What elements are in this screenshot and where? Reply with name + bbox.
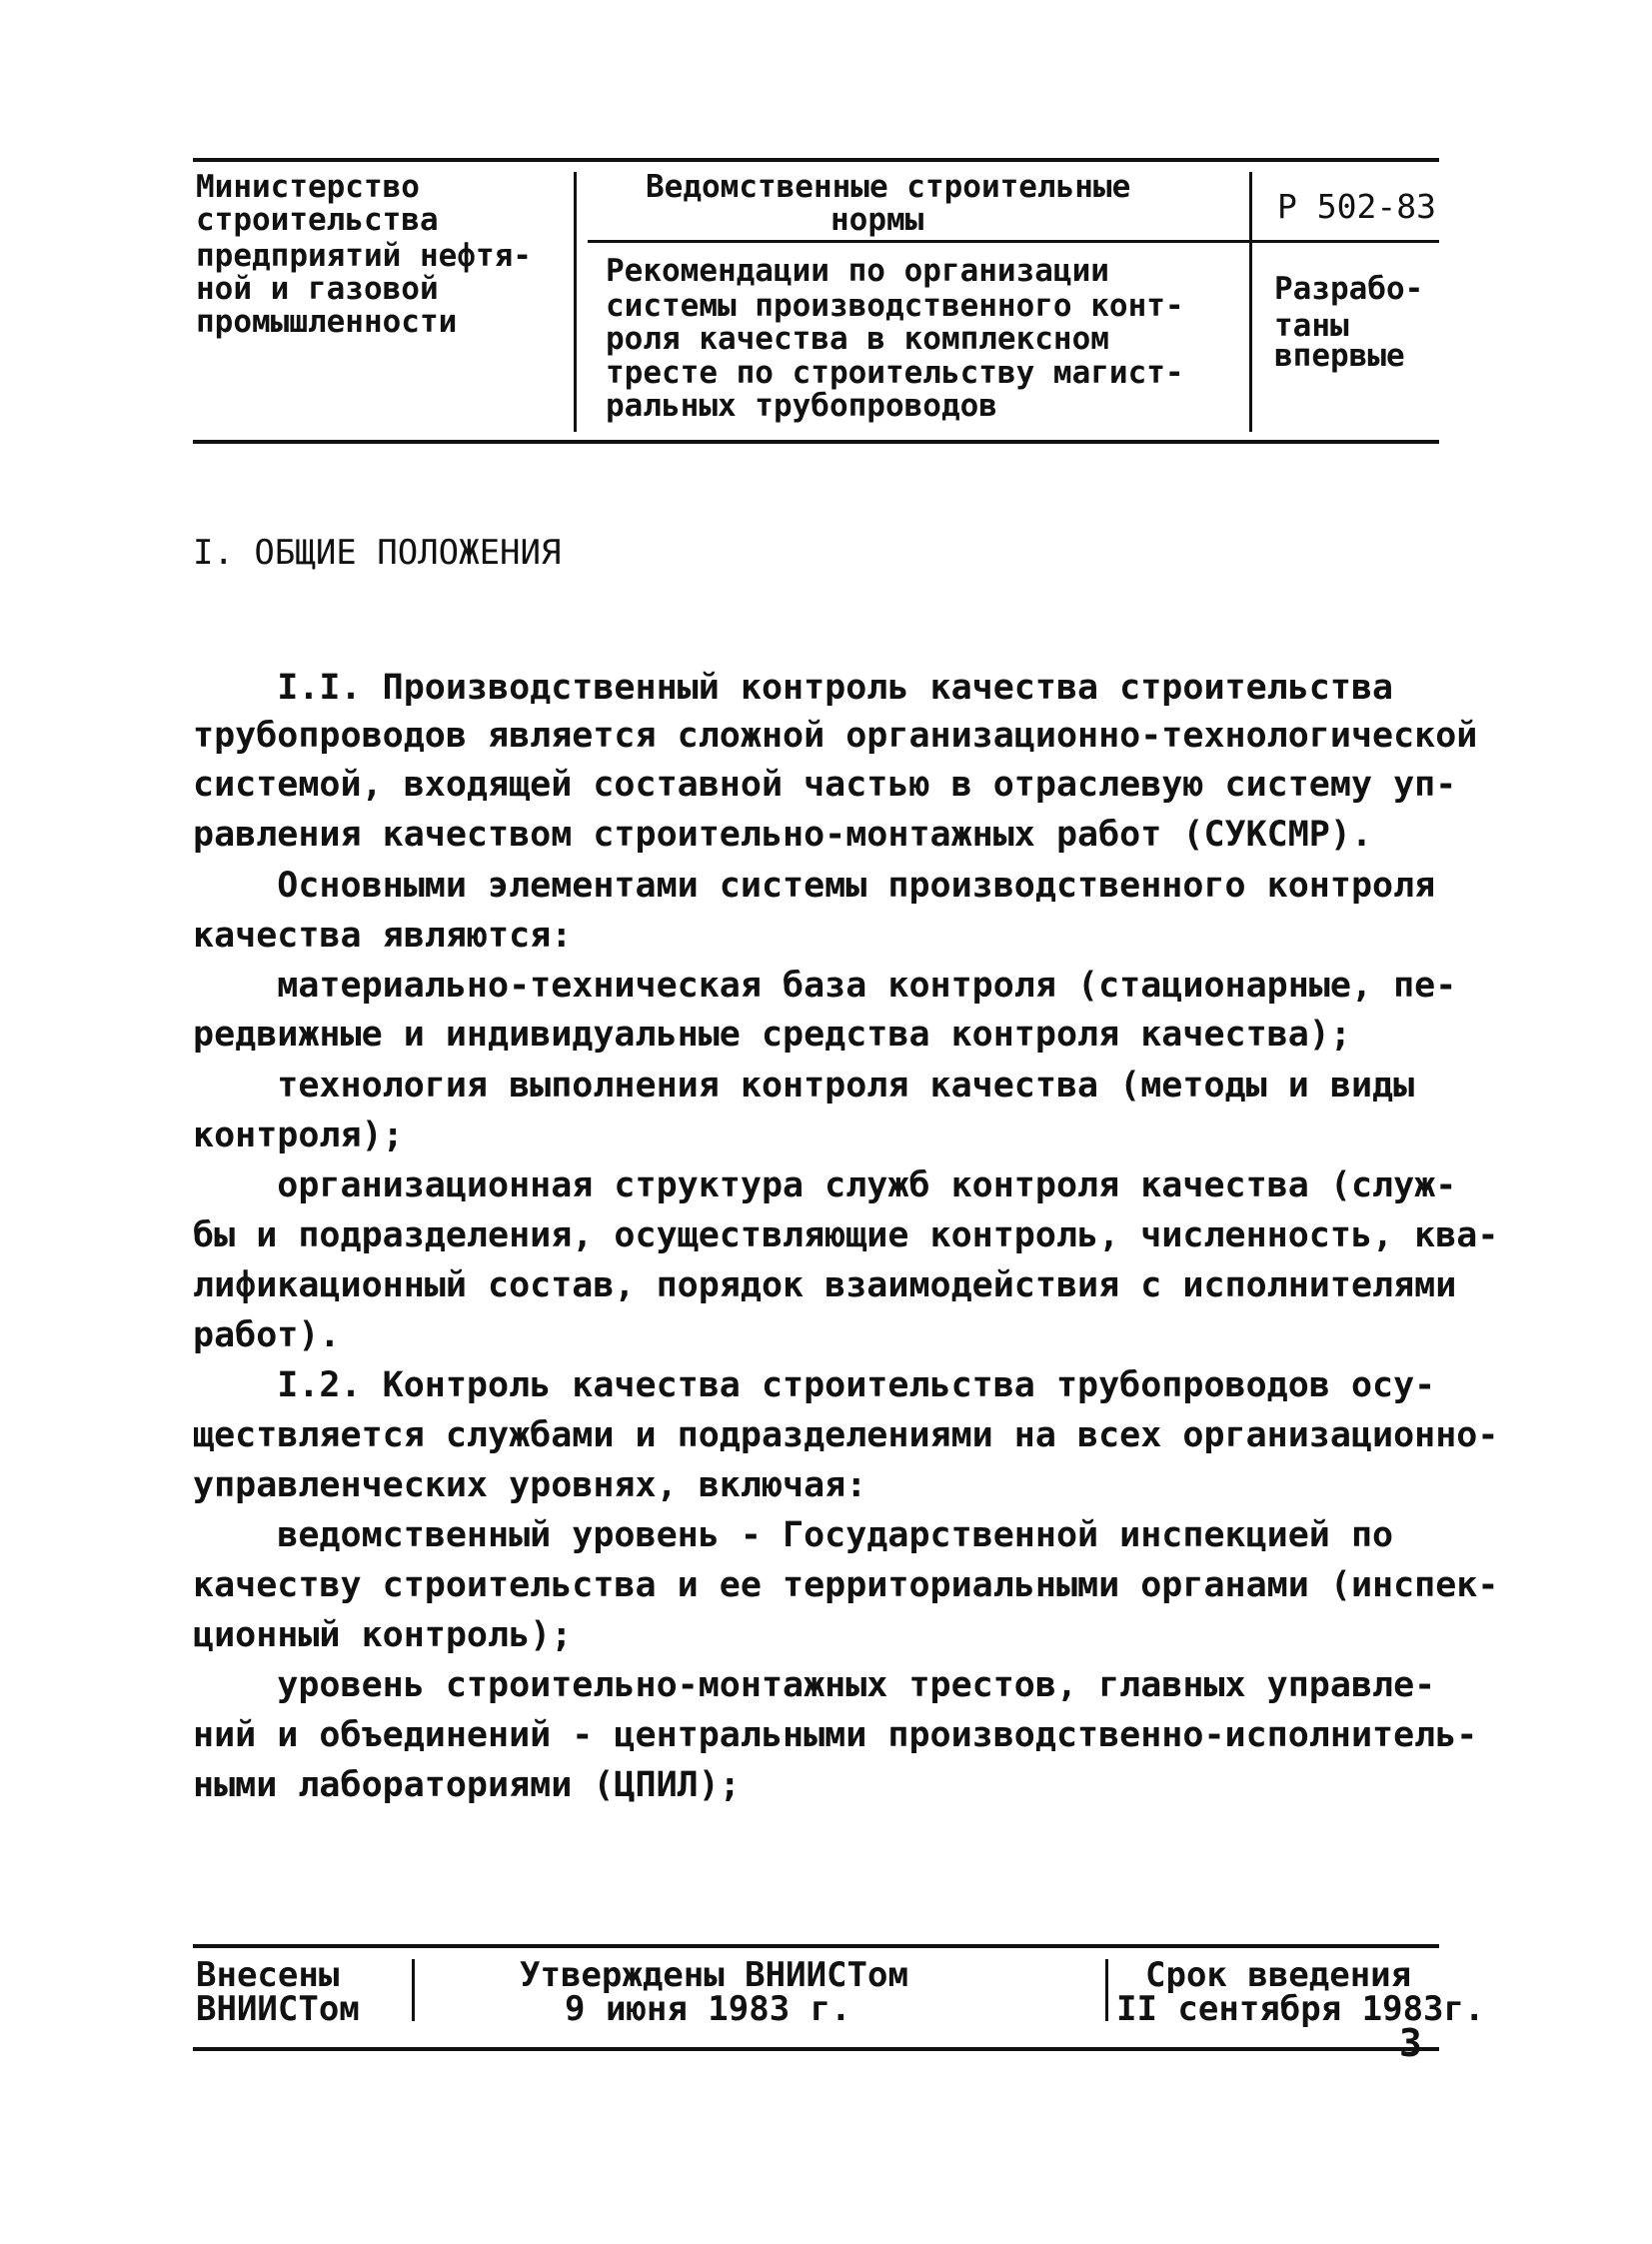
footer-separator xyxy=(412,1959,415,2021)
doc-title-line: роля качества в комплексном xyxy=(606,321,1109,357)
footer-separator xyxy=(1105,1959,1108,2021)
footer-approved-line: Утверждены ВНИИСТом xyxy=(520,1955,908,1995)
body-line: работ). xyxy=(193,1315,341,1355)
body-line: управленческих уровнях, включая: xyxy=(193,1465,867,1505)
body-line: материально-техническая база контроля (стационарные, пе- xyxy=(193,966,1457,1006)
footer-bottom-rule xyxy=(193,2047,1439,2051)
status-line: впервые xyxy=(1274,338,1405,374)
ministry-line: предприятий нефтя- xyxy=(196,238,532,274)
body-line: Основными элементами системы производственного контроля xyxy=(193,866,1436,906)
body-line: ными лабораториями (ЦПИЛ); xyxy=(193,1765,741,1805)
footer-top-rule xyxy=(193,1944,1439,1948)
body-line: равления качеством строительно-монтажных работ (СУКСМР). xyxy=(193,815,1373,855)
ministry-line: ной и газовой xyxy=(196,271,439,307)
section-heading: I. ОБЩИЕ ПОЛОЖЕНИЯ xyxy=(193,533,562,573)
column-separator xyxy=(574,172,577,432)
body-line: ведомственный уровень - Государственной инспекцией по xyxy=(193,1515,1394,1555)
footer-introduced-line: ВНИИСТом xyxy=(196,1989,360,2029)
header-bottom-rule xyxy=(193,440,1439,444)
body-line: редвижные и индивидуальные средства контроля качества); xyxy=(193,1015,1351,1055)
footer-approved-line: 9 июня 1983 г. xyxy=(565,1989,851,2029)
norms-title-line: Ведомственные строительные xyxy=(646,169,1131,205)
norms-title-line: нормы xyxy=(830,202,924,238)
body-line: качеству строительства и ее территориальными органами (инспек- xyxy=(193,1565,1499,1605)
body-line: контроля); xyxy=(193,1116,404,1155)
doc-title-line: Рекомендации по организации xyxy=(606,253,1109,289)
column-separator xyxy=(1249,172,1252,432)
status-line: Разрабо- xyxy=(1274,271,1424,307)
body-line: системой, входящей составной частью в отраслевую систему уп- xyxy=(193,765,1457,805)
page-number: 3 xyxy=(1399,2021,1422,2065)
body-line: I.2. Контроль качества строительства трубопроводов осу- xyxy=(193,1365,1436,1405)
body-line: технология выполнения контроля качества (методы и виды xyxy=(193,1066,1415,1106)
ministry-line: строительства xyxy=(196,202,439,238)
body-line: уровень строительно-монтажных трестов, главных управле- xyxy=(193,1665,1436,1705)
doc-title-line: тресте по строительству магист- xyxy=(606,355,1184,391)
body-line: организационная структура служб контроля качества (служ- xyxy=(193,1165,1457,1205)
body-line: ционный контроль); xyxy=(193,1615,573,1655)
footer-effective-line: Срок введения xyxy=(1145,1955,1412,1995)
body-line: бы и подразделения, осуществляющие контроль, численность, ква- xyxy=(193,1215,1499,1255)
doc-title-line: ральных трубопроводов xyxy=(606,388,997,424)
body-line: ний и объединений - центральными производственно-исполнитель- xyxy=(193,1715,1478,1755)
status-line: таны xyxy=(1274,308,1349,344)
body-line: трубопроводов является сложной организационно-технологической xyxy=(193,716,1478,756)
doc-title-line: системы производственного конт- xyxy=(606,288,1184,324)
footer-effective-line: II сентября 1983г. xyxy=(1116,1989,1485,2029)
header-top-rule xyxy=(193,158,1439,162)
ministry-line: промышленности xyxy=(196,304,458,340)
body-line: ществляется службами и подразделениями на всех организационно- xyxy=(193,1415,1499,1455)
ministry-line: Министерство xyxy=(196,169,420,205)
header-inner-rule xyxy=(588,240,1439,243)
footer-introduced-line: Внесены xyxy=(196,1955,340,1995)
body-line: I.I. Производственный контроль качества строительства xyxy=(193,668,1394,708)
document-code: Р 502-83 xyxy=(1277,187,1436,226)
body-line: качества являются: xyxy=(193,916,573,956)
body-line: лификационный состав, порядок взаимодействия с исполнителями xyxy=(193,1265,1457,1305)
